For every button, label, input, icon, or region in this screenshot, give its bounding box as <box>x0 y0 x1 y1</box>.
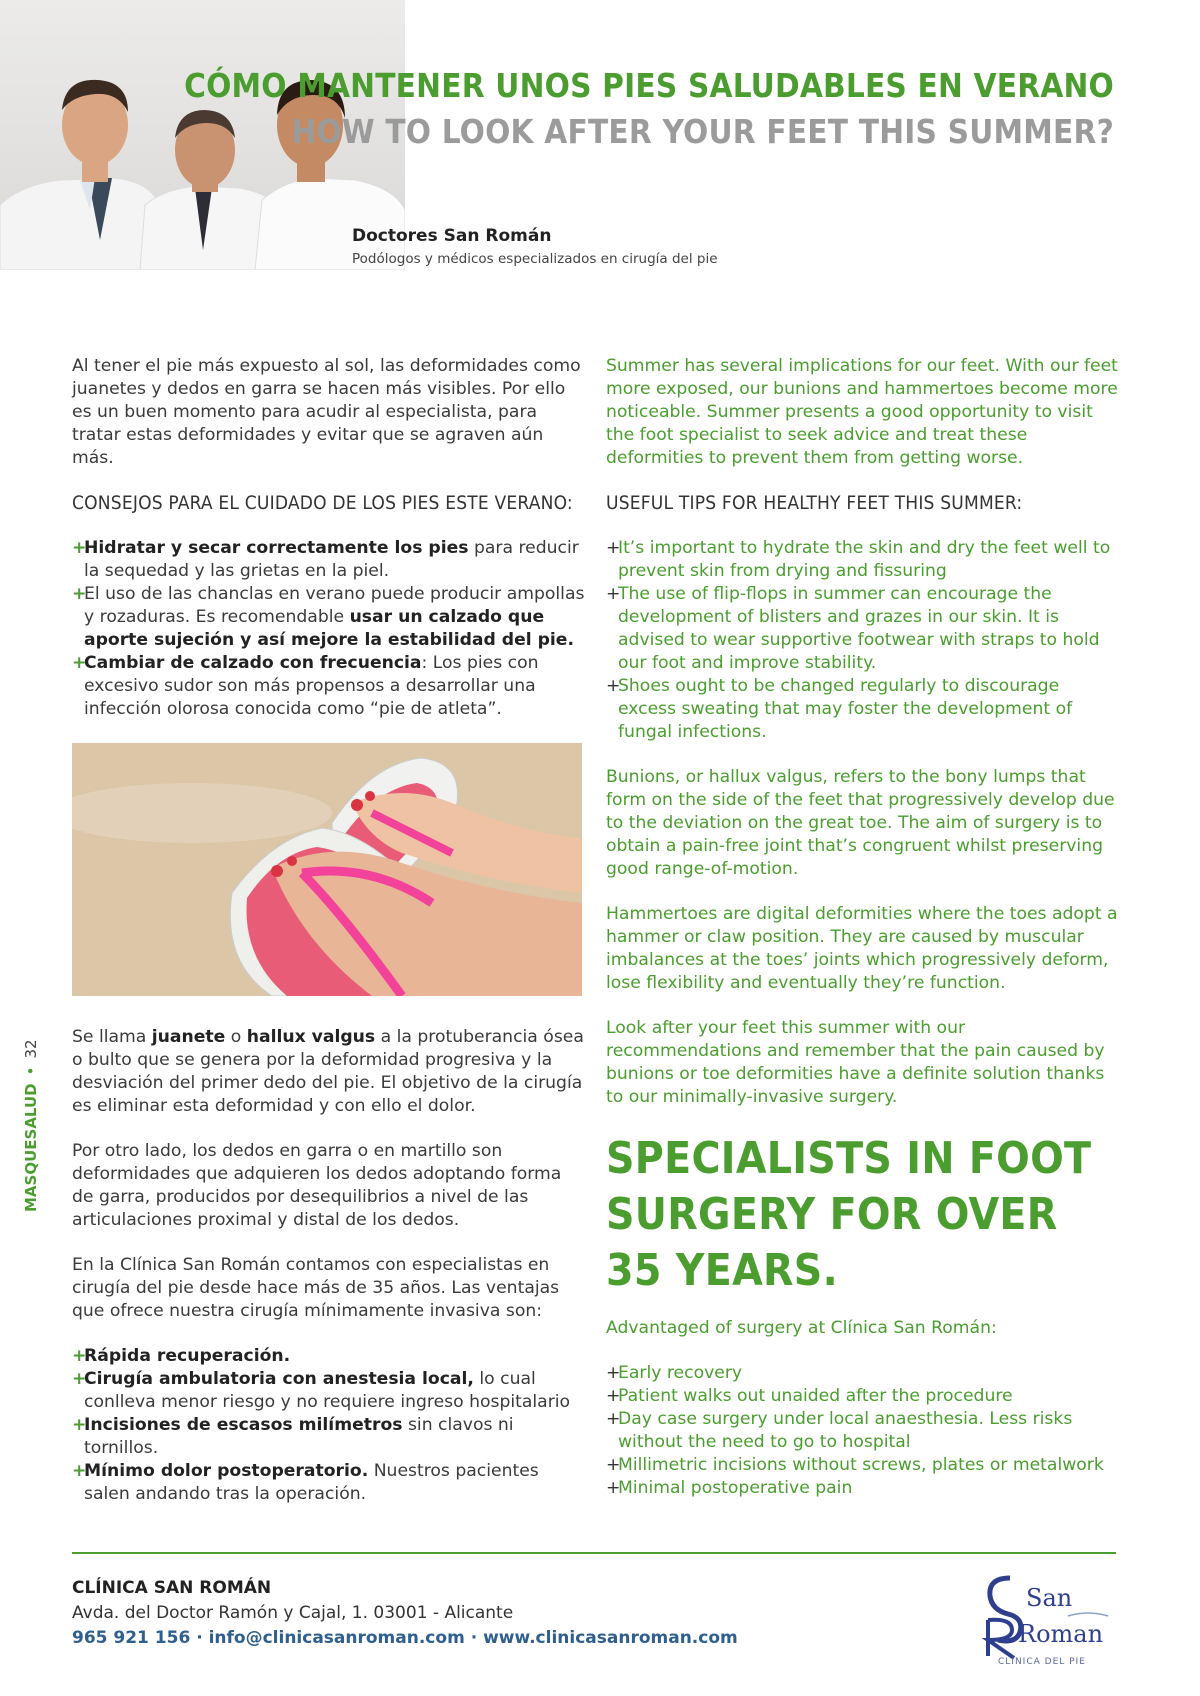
title-english: HOW TO LOOK AFTER YOUR FEET THIS SUMMER? <box>291 112 1114 151</box>
svg-text:San: San <box>1026 1584 1073 1612</box>
es-clinic-paragraph: En la Clínica San Román contamos con especialistas en cirugía del pie desde hace más de 35 años. Las ventajas que ofrece nuestra cirugía mínimamente invasiva son: <box>72 1255 560 1321</box>
list-item: + Millimetric incisions without screws, plates or metalwork <box>606 1454 1120 1477</box>
en-tips-heading: USEFUL TIPS FOR HEALTHY FEET THIS SUMMER: <box>606 492 1023 514</box>
en-bunion-paragraph: Bunions, or hallux valgus, refers to the bony lumps that form on the side of the feet that progressively develop due to the deviation on the great toe. The aim of surgery is to obtain a pain-free joint that’s congruent whilst preserving good range-of-motion. <box>606 767 1115 879</box>
list-item: + It’s important to hydrate the skin and dry the feet well to prevent skin from drying and fissuring <box>606 537 1120 583</box>
list-item: + El uso de las chanclas en verano puede producir ampollas y rozaduras. Es recomendable usar un calzado que aporte sujeción y así mejore la estabilidad del pie. <box>72 583 586 652</box>
list-item: + Rápida recuperación. <box>72 1345 586 1368</box>
footer-clinic-name: CLÍNICA SAN ROMÁN <box>72 1578 272 1598</box>
en-advantages-intro: Advantaged of surgery at Clínica San Román: <box>606 1318 997 1338</box>
list-item: + Hidratar y secar correctamente los pies para reducir la sequedad y las grietas en la piel. <box>72 537 586 583</box>
author-role: Podólogos y médicos especializados en cirugía del pie <box>352 251 718 267</box>
sandals-photo <box>72 743 582 996</box>
list-item: + Day case surgery under local anaesthesia. Less risks without the need to go to hospital <box>606 1408 1120 1454</box>
list-item: + The use of flip-flops in summer can encourage the development of blisters and grazes in our skin. It is advised to wear supportive footwear with straps to hold our foot and improve stability. <box>606 583 1120 675</box>
specialists-heading: SPECIALISTS IN FOOT SURGERY FOR OVER 35 YEARS. <box>606 1133 1092 1296</box>
svg-text:Roman: Roman <box>1018 1620 1104 1648</box>
author-name: Doctores San Román <box>352 226 552 246</box>
es-bunion-paragraph: Se llama juanete o hallux valgus a la protuberancia ósea o bulto que se genera por la deformidad progresiva y la desviación del primer dedo del pie. El objetivo de la cirugía es eliminar esta deformidad y con ello el dolor. <box>72 1027 584 1116</box>
clinic-logo <box>968 1570 1118 1670</box>
footer-contact-line: 965 921 156 · info@clinicasanroman.com · www.clinicasanroman.com <box>72 1628 738 1648</box>
magazine-brand: MASQUESALUD <box>22 1083 40 1212</box>
en-tips-list <box>606 537 1120 744</box>
list-item: + Incisiones de escasos milímetros sin clavos ni tornillos. <box>72 1414 586 1460</box>
english-column <box>606 355 1120 1522</box>
es-advantages-list <box>72 1345 586 1506</box>
svg-text:CLÍNICA DEL PIE: CLÍNICA DEL PIE <box>998 1657 1086 1667</box>
title-spanish: CÓMO MANTENER UNOS PIES SALUDABLES EN VERANO <box>184 66 1114 105</box>
en-look-paragraph: Look after your feet this summer with our recommendations and remember that the pain caused by bunions or toe deformities have a definite solution thanks to our minimally-invasive surgery. <box>606 1018 1105 1107</box>
list-item: + Early recovery <box>606 1362 1120 1385</box>
es-tips-list <box>72 537 586 721</box>
spanish-column <box>72 355 586 1528</box>
footer-address: Avda. del Doctor Ramón y Cajal, 1. 03001 - Alicante <box>72 1603 514 1623</box>
footer-divider <box>72 1552 1116 1554</box>
list-item: + Shoes ought to be changed regularly to discourage excess sweating that may foster the development of fungal infections. <box>606 675 1120 744</box>
es-hammer-paragraph: Por otro lado, los dedos en garra o en martillo son deformidades que adquieren los dedos adoptando forma de garra, producidos por desequilibrios a nivel de las articulaciones proximal y distal de los dedos. <box>72 1141 562 1230</box>
en-advantages-list <box>606 1362 1120 1500</box>
en-intro: Summer has several implications for our feet. With our feet more exposed, our bunions and hammertoes become more noticeable. Summer presents a good opportunity to visit the foot specialist to seek advice and treat these deformities to prevent them from getting worse. <box>606 356 1118 468</box>
list-item: + Mínimo dolor postoperatorio. Nuestros pacientes salen andando tras la operación. <box>72 1460 586 1506</box>
es-tips-heading: CONSEJOS PARA EL CUIDADO DE LOS PIES ESTE VERANO: <box>72 492 573 514</box>
en-hammer-paragraph: Hammertoes are digital deformities where the toes adopt a hammer or claw position. They are caused by muscular imbalances at the toes’ joints which progressively deform, lose flexibility and eventually they’re function. <box>606 904 1118 993</box>
list-item: + Cirugía ambulatoria con anestesia local, lo cual conlleva menor riesgo y no requiere ingreso hospitalario <box>72 1368 586 1414</box>
magazine-side-label <box>22 1039 40 1212</box>
page-number: 32 <box>22 1039 40 1059</box>
es-intro: Al tener el pie más expuesto al sol, las deformidades como juanetes y dedos en garra se hacen más visibles. Por ello es un buen momento para acudir al especialista, para tratar estas deformidades y evitar que se agraven aún más. <box>72 356 581 468</box>
separator-dot: • <box>22 1066 40 1076</box>
list-item: + Patient walks out unaided after the procedure <box>606 1385 1120 1408</box>
list-item: + Minimal postoperative pain <box>606 1477 1120 1500</box>
list-item: + Cambiar de calzado con frecuencia: Los pies con excesivo sudor son más propensos a desarrollar una infección olorosa conocida como “pie de atleta”. <box>72 652 586 721</box>
